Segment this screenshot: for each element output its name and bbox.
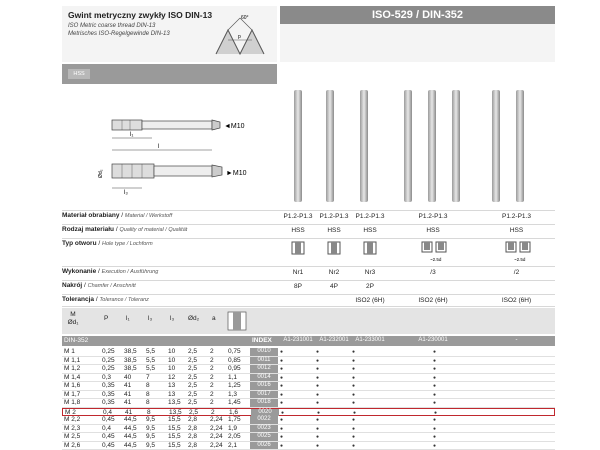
cell-k: 0,75 — [228, 348, 241, 355]
cell-index: 0017 — [250, 391, 278, 399]
cell-k: 1,1 — [228, 373, 238, 381]
prop-execution-val-4: /3 — [430, 269, 436, 276]
availability-dot: ● — [316, 391, 320, 398]
availability-dot: ● — [433, 357, 437, 364]
availability-dot: ● — [316, 366, 320, 372]
prop-quality-val-2: HSS — [327, 227, 341, 234]
cell-l: 38,5 — [124, 365, 137, 372]
cell-index: 0022 — [250, 416, 278, 424]
prop-execution-val-2: Nr2 — [328, 269, 340, 276]
availability-dot: ● — [280, 383, 284, 389]
cell-k: 0,95 — [228, 365, 241, 372]
blind-hole-icon — [506, 242, 530, 252]
cell-d2: 2,5 — [188, 365, 198, 372]
cell-k: 1,25 — [228, 382, 241, 389]
tap-images — [280, 86, 555, 210]
cell-l1: 8 — [146, 382, 150, 389]
tap-image-5b — [516, 90, 524, 202]
cell-k: 0,85 — [228, 356, 241, 364]
cell-a: 2 — [210, 399, 214, 406]
cell-l: 41 — [124, 382, 132, 389]
cell-l: 44,5 — [124, 433, 137, 440]
d2-label: Ød₂ — [98, 169, 104, 178]
tap-image-4c — [452, 90, 460, 202]
availability-dot: ● — [433, 442, 437, 449]
cell-l1: 5,5 — [146, 356, 156, 364]
hss-tag: HSS — [68, 69, 90, 79]
availability-dot: ● — [352, 366, 356, 372]
availability-dot: ● — [352, 417, 356, 423]
l1-label: l₁ — [130, 132, 134, 138]
din-group-label: DIN-352 — [64, 337, 89, 344]
cell-index: 0011 — [250, 357, 278, 365]
availability-dot: ● — [280, 417, 284, 423]
drill-size-icon — [226, 310, 248, 332]
availability-dot: ● — [352, 442, 356, 449]
cell-index: 0016 — [250, 382, 278, 390]
col-l3-header: l₃ — [170, 315, 175, 322]
availability-dot: ● — [316, 383, 320, 389]
prop-chamfer-val-3: 2P — [366, 283, 374, 290]
availability-dot: ● — [316, 425, 320, 432]
index-code-1: A1-231001 — [283, 337, 313, 343]
prop-chamfer-val-2: 4P — [330, 283, 338, 290]
cell-m: M 1,7 — [64, 390, 81, 398]
index-code-3: A1-233001 — [355, 337, 385, 343]
thread-profile-icon — [212, 10, 272, 60]
cell-k: 1,9 — [228, 424, 238, 432]
l3-label: l₃ — [124, 190, 128, 196]
l-label: l — [158, 144, 160, 150]
table-row — [62, 433, 555, 442]
cell-l: 41 — [124, 390, 132, 398]
availability-dot: ● — [280, 434, 284, 440]
availability-dot: ● — [433, 434, 437, 440]
cell-p: 0,35 — [102, 382, 115, 389]
prop-tolerance-val-3: ISO2 (6H) — [355, 297, 385, 304]
cell-l1: 9,5 — [146, 441, 156, 449]
cell-p: 0,4 — [103, 408, 113, 416]
cell-l3: 12 — [168, 373, 176, 381]
availability-dot: ● — [433, 417, 437, 423]
table-row — [62, 391, 555, 400]
table-row — [62, 416, 555, 425]
index-code-4: A1-230001 — [418, 337, 448, 343]
availability-dot: ● — [316, 400, 320, 406]
through-hole-icon — [364, 242, 376, 254]
cell-k: 1,3 — [228, 390, 238, 398]
availability-dot: ● — [280, 391, 284, 398]
cell-p: 0,3 — [102, 373, 112, 381]
cell-index: 0014 — [250, 374, 278, 382]
cell-a: 2,24 — [210, 441, 223, 449]
cell-d2: 2,5 — [189, 408, 199, 416]
hss-band — [62, 64, 277, 84]
tap-image-5a — [492, 90, 500, 202]
cell-m: M 1,1 — [64, 356, 81, 364]
prop-execution-val-3: Nr3 — [364, 269, 376, 276]
cell-l: 44,5 — [124, 441, 137, 449]
cell-l1: 8 — [146, 399, 150, 406]
availability-dot: ● — [316, 417, 320, 423]
cell-a: 2,24 — [210, 433, 223, 440]
cell-p: 0,35 — [102, 399, 115, 406]
prop-material-val-1: P1.2-P1.3 — [283, 213, 313, 220]
cell-m: M 2,6 — [64, 441, 81, 449]
table-row — [62, 357, 555, 366]
index-code-2: A1-232001 — [319, 337, 349, 343]
table-row — [62, 399, 555, 408]
availability-dot: ● — [433, 400, 437, 406]
standard-title: ISO-529 / DIN-352 — [280, 6, 555, 24]
availability-dot: ● — [352, 374, 356, 381]
table-row — [62, 365, 555, 374]
cell-l: 44,5 — [124, 416, 137, 423]
table-row — [62, 408, 555, 417]
prop-quality-val-1: HSS — [291, 227, 305, 234]
availability-dot: ● — [352, 357, 356, 364]
cell-k: 1,6 — [229, 408, 239, 416]
cell-d2: 2,5 — [188, 356, 198, 364]
availability-dot: ● — [352, 425, 356, 432]
hole-note-2: ~2.5d — [514, 257, 526, 262]
cell-p: 0,4 — [102, 424, 112, 432]
prop-material: Materiał obrabiany / Material / Werkstoff — [62, 212, 173, 219]
availability-dot: ● — [352, 400, 356, 406]
table-row — [62, 382, 555, 391]
cell-index: 0010 — [250, 348, 278, 356]
cell-l3: 15,5 — [168, 441, 181, 449]
cell-d2: 2,5 — [188, 390, 198, 398]
cell-l3: 15,5 — [168, 433, 181, 440]
index-label: INDEX — [252, 337, 272, 344]
cell-d2: 2,5 — [188, 382, 198, 389]
availability-dot: ● — [316, 434, 320, 440]
header-panel — [62, 6, 277, 62]
col-l-header: l₁ — [126, 315, 130, 322]
availability-dot: ● — [280, 400, 284, 406]
table-header-band — [62, 308, 555, 334]
cell-p: 0,45 — [102, 441, 115, 449]
cell-a: 2,24 — [210, 424, 223, 432]
blind-hole-icon — [422, 242, 446, 252]
tap-image-3 — [360, 90, 368, 202]
cell-l: 38,5 — [124, 348, 137, 355]
cell-index: 0026 — [250, 442, 278, 450]
cell-l3: 10 — [168, 365, 176, 372]
cell-index: 0020 — [251, 409, 279, 417]
tap-image-1 — [294, 90, 302, 202]
header-right-panel — [280, 24, 555, 62]
cell-m: M 2,5 — [64, 433, 81, 440]
availability-dot: ● — [280, 357, 284, 364]
table-row — [62, 425, 555, 434]
pitch-label: p — [238, 34, 241, 40]
cell-d2: 2,8 — [188, 416, 198, 423]
prop-quality-val-3: HSS — [363, 227, 377, 234]
tap-image-4b — [428, 90, 436, 202]
prop-chamfer-val-1: 8P — [294, 283, 302, 290]
subtitle-en: ISO Metric coarse thread DIN-13 — [68, 23, 156, 29]
prop-execution-val-1: Nr1 — [292, 269, 304, 276]
cell-k: 1,45 — [228, 399, 241, 406]
cell-m: M 2,3 — [64, 424, 81, 432]
prop-quality-val-4: HSS — [426, 227, 440, 234]
cell-k: 1,75 — [228, 416, 241, 423]
cell-m: M 1 — [64, 348, 75, 355]
cell-k: 2,1 — [228, 441, 238, 449]
m10-label-top: ◄M10 — [224, 123, 245, 130]
cell-index: 0025 — [250, 433, 278, 441]
cell-a: 2,24 — [210, 416, 223, 423]
availability-dot: ● — [281, 409, 285, 416]
col-l1-header: l₃ — [148, 315, 153, 322]
availability-dot: ● — [353, 409, 357, 416]
tap-drawing — [62, 88, 277, 206]
cell-k: 2,05 — [228, 433, 241, 440]
availability-dot: ● — [280, 374, 284, 381]
cell-l3: 13 — [168, 382, 176, 389]
prop-tolerance-val-5: ISO2 (6H) — [501, 297, 532, 304]
availability-dot: ● — [316, 357, 320, 364]
cell-l1: 8 — [147, 408, 151, 416]
cell-a: 2 — [210, 365, 214, 372]
cell-index: 0018 — [250, 399, 278, 407]
hole-type-icons — [280, 240, 555, 264]
cell-l: 41 — [124, 399, 132, 406]
cell-a: 2 — [210, 390, 214, 398]
prop-quality: Rodzaj materiału / Quality of material / Qualität — [62, 226, 188, 233]
hss-band-right — [280, 64, 555, 84]
cell-l1: 9,5 — [146, 424, 156, 432]
cell-m: M 2 — [65, 408, 76, 416]
prop-quality-val-5: HSS — [509, 227, 524, 234]
cell-l3: 15,5 — [168, 416, 181, 423]
availability-dot: ● — [352, 383, 356, 389]
cell-p: 0,25 — [102, 365, 115, 372]
cell-l1: 9,5 — [146, 416, 156, 423]
table-row — [62, 374, 555, 383]
availability-dot: ● — [316, 442, 320, 449]
prop-execution-val-5: /2 — [513, 269, 520, 276]
col-d2-header: Ød₂ — [188, 315, 200, 322]
cell-l1: 5,5 — [146, 348, 156, 355]
availability-dot: ● — [280, 425, 284, 432]
cell-p: 0,35 — [102, 390, 115, 398]
prop-tolerance-val-4: ISO2 (6H) — [418, 297, 448, 304]
cell-l3: 10 — [168, 356, 176, 364]
cell-index: 0023 — [250, 425, 278, 433]
tap-image-4a — [404, 90, 412, 202]
hole-note-1: ~2.5d — [430, 257, 442, 262]
cell-m: M 1,6 — [64, 382, 81, 389]
cell-m: M 2,2 — [64, 416, 81, 423]
cell-l3: 13,5 — [168, 399, 181, 406]
availability-dot: ● — [352, 349, 356, 355]
angle-label: 60° — [241, 15, 249, 21]
tap-image-2 — [326, 90, 334, 202]
prop-hole-type: Typ otworu / Hole type / Lochform — [62, 240, 153, 247]
col-a-header: a — [212, 315, 216, 322]
cell-l1: 7 — [146, 373, 150, 381]
cell-d2: 2,5 — [188, 399, 198, 406]
prop-material-val-2: P1.2-P1.3 — [319, 213, 349, 220]
cell-l3: 13,5 — [169, 408, 182, 416]
cell-d2: 2,8 — [188, 441, 198, 449]
cell-l: 38,5 — [124, 356, 137, 364]
col-m-header: M Ød₁ — [67, 311, 79, 326]
prop-tolerance: Tolerancja / Tolerance / Toleranz — [62, 296, 149, 303]
cell-l1: 9,5 — [146, 433, 156, 440]
cell-l: 40 — [124, 373, 132, 381]
availability-dot: ● — [317, 409, 321, 416]
through-hole-icon — [292, 242, 304, 254]
cell-p: 0,45 — [102, 433, 115, 440]
prop-material-val-4: P1.2-P1.3 — [418, 213, 448, 220]
availability-dot: ● — [352, 391, 356, 398]
availability-dot: ● — [433, 391, 437, 398]
cell-l3: 10 — [168, 348, 176, 355]
cell-a: 2 — [210, 348, 214, 355]
cell-l: 44,5 — [124, 424, 137, 432]
cell-d2: 2,8 — [188, 424, 198, 432]
cell-a: 2 — [211, 408, 215, 416]
index-code-5: - — [515, 337, 518, 343]
cell-p: 0,45 — [102, 416, 115, 423]
page-title: Gwint metryczny zwykły ISO DIN-13 — [68, 10, 213, 20]
cell-l1: 8 — [146, 390, 150, 398]
availability-dot: ● — [280, 366, 284, 372]
availability-dot: ● — [352, 434, 356, 440]
availability-dot: ● — [433, 366, 437, 372]
prop-chamfer: Nakrój / Chamfer / Anschnitt — [62, 282, 136, 289]
cell-m: M 1,4 — [64, 373, 81, 381]
cell-a: 2 — [210, 356, 214, 364]
prop-material-val-5: P1.2-P1.3 — [502, 213, 531, 220]
availability-dot: ● — [316, 349, 320, 355]
cell-p: 0,25 — [102, 348, 115, 355]
availability-dot: ● — [433, 383, 437, 389]
cell-p: 0,25 — [102, 356, 115, 364]
cell-l3: 13 — [168, 390, 176, 398]
availability-dot: ● — [433, 425, 437, 432]
availability-dot: ● — [280, 349, 284, 355]
cell-index: 0012 — [250, 365, 278, 373]
cell-d2: 2,8 — [188, 433, 198, 440]
through-hole-icon — [328, 242, 340, 254]
table-row — [62, 442, 555, 450]
m10-label-bottom: ►M10 — [226, 170, 247, 177]
prop-material-val-3: P1.2-P1.3 — [355, 213, 385, 220]
cell-m: M 1,8 — [64, 399, 81, 406]
availability-dot: ● — [434, 409, 438, 416]
availability-dot: ● — [433, 374, 437, 381]
cell-a: 2 — [210, 382, 214, 389]
cell-m: M 1,2 — [64, 365, 81, 372]
prop-execution: Wykonanie / Execution / Ausführung — [62, 268, 159, 275]
table-row — [62, 348, 555, 357]
col-p-header: P — [104, 315, 109, 322]
availability-dot: ● — [316, 374, 320, 381]
cell-l: 41 — [125, 408, 133, 416]
cell-l3: 15,5 — [168, 424, 181, 432]
availability-dot: ● — [280, 442, 284, 449]
cell-a: 2 — [210, 373, 214, 381]
cell-l1: 5,5 — [146, 365, 156, 372]
cell-d2: 2,5 — [188, 348, 198, 355]
subtitle-de: Metrisches ISO-Regelgewinde DIN-13 — [68, 31, 170, 37]
cell-d2: 2,5 — [188, 373, 198, 381]
availability-dot: ● — [433, 349, 437, 355]
